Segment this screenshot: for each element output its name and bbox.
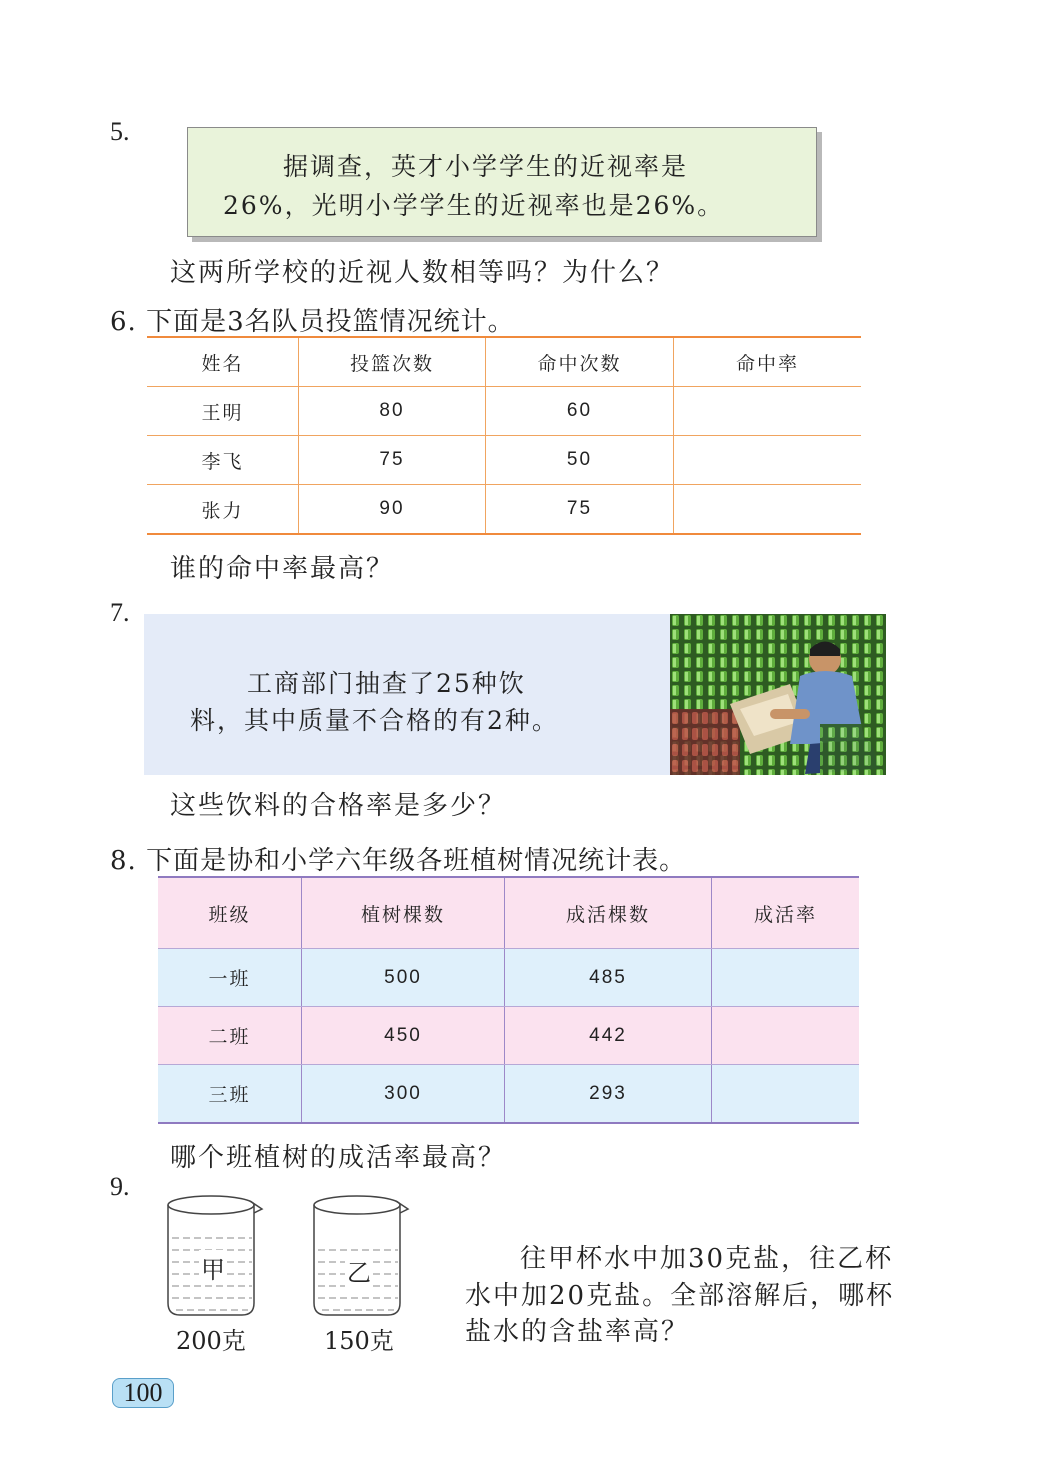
header-class: 班级 xyxy=(158,877,302,949)
table-row xyxy=(158,1007,859,1065)
beaker-yi-weight: 150克 xyxy=(324,1327,394,1355)
question-8-text: 哪个班植树的成活率最高？ xyxy=(170,1143,507,1173)
cell-survived: 293 xyxy=(505,1065,712,1124)
cell-hits: 75 xyxy=(486,485,674,535)
question-9-line2: 水中加20克盐。全部溶解后，哪杯 xyxy=(465,1281,895,1311)
cell-survived: 485 xyxy=(505,949,712,1007)
cell-planted: 450 xyxy=(302,1007,505,1065)
cell-planted: 500 xyxy=(302,949,505,1007)
header-name: 姓名 xyxy=(147,337,299,387)
page-number: 100 xyxy=(112,1378,174,1408)
table-row xyxy=(147,436,861,485)
cell-hits: 60 xyxy=(486,387,674,436)
cell-shots: 90 xyxy=(299,485,486,535)
table-row xyxy=(158,1065,859,1124)
cell-name: 李飞 xyxy=(147,436,299,485)
table-row xyxy=(147,387,861,436)
header-shots: 投篮次数 xyxy=(299,337,486,387)
cell-class: 二班 xyxy=(158,1007,302,1065)
header-survival-rate: 成活率 xyxy=(712,877,860,949)
cell-shots: 75 xyxy=(299,436,486,485)
info-box-q7-line1: 工商部门抽查了25种饮 xyxy=(247,669,526,698)
beaker-jia-label: 甲 xyxy=(199,1250,227,1285)
cell-survival-rate xyxy=(712,949,860,1007)
question-7-text: 这些饮料的合格率是多少？ xyxy=(170,791,507,821)
cell-hit-rate xyxy=(674,387,862,436)
header-survived: 成活棵数 xyxy=(505,877,712,949)
table-header-row xyxy=(158,877,859,949)
question-5-text: 这两所学校的近视人数相等吗？为什么？ xyxy=(170,258,675,288)
question-9-line3: 盐水的含盐率高？ xyxy=(465,1317,690,1347)
cell-class: 三班 xyxy=(158,1065,302,1124)
beaker-jia-weight: 200克 xyxy=(176,1327,246,1355)
inspector-photo xyxy=(670,614,886,775)
question-8-heading: 8. 下面是协和小学六年级各班植树情况统计表。 xyxy=(110,846,687,876)
cell-hit-rate xyxy=(674,436,862,485)
info-box-q7-line2: 料，其中质量不合格的有2种。 xyxy=(190,706,559,735)
beaker-yi-label: 乙 xyxy=(345,1253,373,1288)
cell-shots: 80 xyxy=(299,387,486,436)
cell-survival-rate xyxy=(712,1065,860,1124)
question-number-9: 9. xyxy=(110,1172,130,1201)
table-q6 xyxy=(147,336,861,535)
cell-survived: 442 xyxy=(505,1007,712,1065)
question-9-line1: 往甲杯水中加30克盐，往乙杯 xyxy=(520,1244,894,1274)
header-hit-rate: 命中率 xyxy=(674,337,862,387)
table-header-row xyxy=(147,337,861,387)
cell-name: 张力 xyxy=(147,485,299,535)
header-planted: 植树棵数 xyxy=(302,877,505,949)
cell-hit-rate xyxy=(674,485,862,535)
question-6-text: 谁的命中率最高？ xyxy=(170,554,395,584)
info-box-q5 xyxy=(187,127,817,237)
cell-survival-rate xyxy=(712,1007,860,1065)
table-row xyxy=(158,949,859,1007)
cell-class: 一班 xyxy=(158,949,302,1007)
cell-hits: 50 xyxy=(486,436,674,485)
cell-name: 王明 xyxy=(147,387,299,436)
question-6-heading: 6. 下面是3名队员投篮情况统计。 xyxy=(110,307,515,337)
info-box-q5-line1: 据调查，英才小学学生的近视率是 xyxy=(283,152,689,181)
question-number-5: 5. xyxy=(110,117,130,146)
info-box-q5-line2: 26%，光明小学学生的近视率也是26%。 xyxy=(223,191,725,220)
info-box-q7 xyxy=(144,614,670,775)
header-hits: 命中次数 xyxy=(486,337,674,387)
question-number-7: 7. xyxy=(110,598,130,627)
table-q8 xyxy=(158,876,859,1124)
cell-planted: 300 xyxy=(302,1065,505,1124)
table-row xyxy=(147,485,861,535)
